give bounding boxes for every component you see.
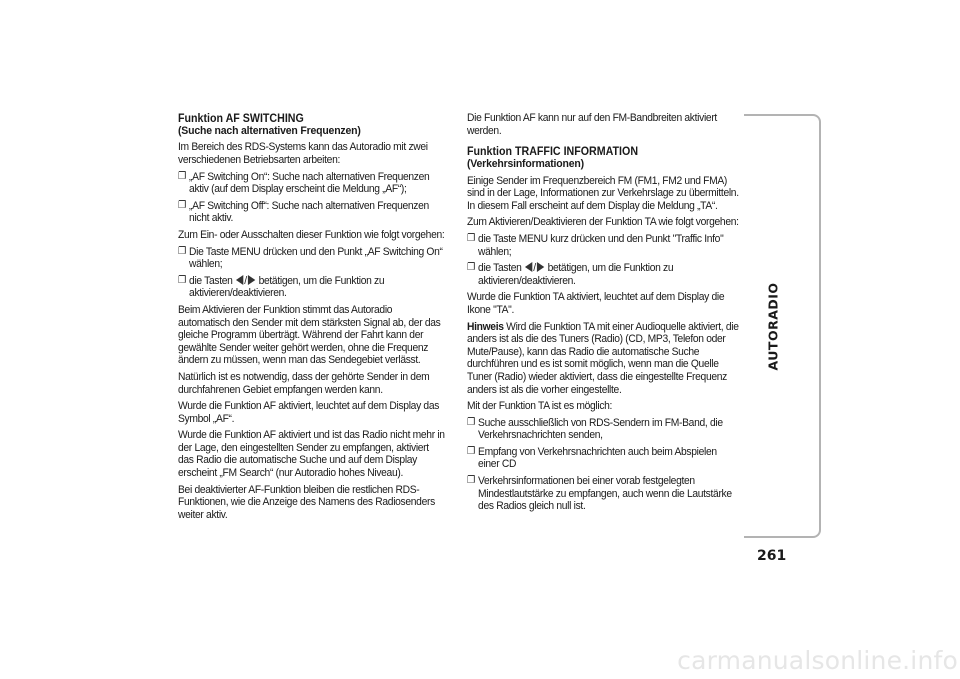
watermark: carmanualsonline.info	[677, 646, 958, 675]
checkbox-bullet-icon: ❐	[467, 232, 475, 244]
af-paragraph: Beim Aktivieren der Funktion stimmt das Autoradio automatisch den Sender mit dem stärksten Signal ab, der das gleiche Programm überträgt. Während der Fahrt kann der gewählte Sender weiter gehört werden, ohne die Frequenz ändern zu müssen, wenn man das Sendegebiet verlässt.	[178, 303, 441, 367]
ta-paragraph: Wurde die Funktion TA aktiviert, leuchtet auf dem Display die Ikone "TA".	[467, 291, 725, 316]
note-text: Wird die Funktion TA mit einer Audioquelle aktiviert, die anders ist als die des Tuners (Radio) (CD, MP3, Telefon oder Mute/Pause), kann das Radio die automatische Suche durchführen und es ist somit möglich, wenn man die Quelle Tuner (Radio) wieder aktiviert, dass die eingestellte Frequenz anders ist als die vorher eingestellte.	[467, 320, 739, 396]
checkbox-bullet-icon: ❐	[178, 199, 186, 211]
right-column	[467, 112, 739, 517]
section-heading-af: Funktion AF SWITCHING	[178, 112, 304, 125]
list-item: ❐ Empfang von Verkehrsnachrichten auch beim Abspielen einer CD	[467, 445, 717, 471]
arrow-right-icon	[537, 262, 544, 272]
checkbox-bullet-icon: ❐	[178, 245, 186, 257]
list-item: ❐ Verkehrsinformationen bei einer vorab festgelegten Mindestlautstärke zu empfangen, auch wenn die Lautstärke des Radios gleich null ist.	[467, 475, 732, 513]
af-intro: Im Bereich des RDS-Systems kann das Autoradio mit zwei verschiedenen Betriebsarten arbeiten:	[178, 141, 428, 166]
checkbox-bullet-icon: ❐	[467, 475, 475, 487]
list-item: ❐ die Tasten / betätigen, um die Funktion zu aktivieren/deaktivieren.	[178, 274, 385, 300]
section-subheading-ta: (Verkehrsinformationen)	[467, 158, 584, 171]
ta-possible: Mit der Funktion TA ist es möglich:	[467, 400, 613, 413]
checkbox-bullet-icon: ❐	[467, 445, 475, 457]
chapter-tab-label: AUTORADIO	[765, 281, 781, 371]
af-paragraph: Bei deaktivierter AF-Funktion bleiben die restlichen RDS-Funktionen, wie die Anzeige des Namens des Radiosenders weiter aktiv.	[178, 483, 435, 521]
checkbox-bullet-icon: ❐	[467, 416, 475, 428]
list-item: ❐ die Taste MENU kurz drücken und den Punkt "Traffic Info" wählen;	[467, 232, 724, 258]
arrow-left-icon	[236, 275, 243, 285]
af-fm-note: Die Funktion AF kann nur auf den FM-Bandbreiten aktiviert werden.	[467, 112, 717, 137]
af-paragraph: Natürlich ist es notwendig, dass der gehörte Sender in dem durchfahrenen Gebiet empfangen werden kann.	[178, 370, 430, 396]
arrow-right-icon	[248, 275, 255, 285]
list-item: ❐ „AF Switching On“: Suche nach alternativen Frequenzen aktiv (auf dem Display erscheint die Meldung „AF“);	[178, 170, 430, 196]
section-subheading-af: (Suche nach alternativen Frequenzen)	[178, 125, 361, 137]
list-item: ❐ „AF Switching Off“: Suche nach alternativen Frequenzen nicht aktiv.	[178, 199, 429, 225]
list-item: ❐ Suche ausschließlich von RDS-Sendern im FM-Band, die Verkehrsnachrichten senden,	[467, 416, 723, 442]
list-item: ❐ Die Taste MENU drücken und den Punkt „AF Switching On“ wählen;	[178, 245, 443, 271]
list-item: ❐ die Tasten / betätigen, um die Funktion zu aktivieren/deaktivieren.	[467, 262, 674, 287]
checkbox-bullet-icon: ❐	[178, 170, 186, 182]
ta-paragraph: Einige Sender im Frequenzbereich FM (FM1, FM2 und FMA) sind in der Lage, Informationen zur Verkehrslage zu übermitteln. In diesem Fall erscheint auf dem Display die Meldung „TA“.	[467, 174, 739, 212]
checkbox-bullet-icon: ❐	[467, 262, 475, 274]
ta-howto: Zum Aktivieren/Deaktivieren der Funktion TA wie folgt vorgehen:	[467, 216, 739, 229]
note-paragraph	[467, 321, 739, 397]
af-howto: Zum Ein- oder Ausschalten dieser Funktion wie folgt vorgehen:	[178, 228, 445, 241]
section-heading-ta: Funktion TRAFFIC INFORMATION	[467, 145, 639, 159]
page-number: 261	[757, 548, 787, 564]
left-column	[178, 112, 447, 525]
arrow-left-icon	[525, 262, 532, 272]
note-label: Hinweis	[467, 320, 504, 333]
af-paragraph: Wurde die Funktion AF aktiviert, leuchtet auf dem Display das Symbol „AF“.	[178, 400, 440, 425]
af-paragraph: Wurde die Funktion AF aktiviert und ist das Radio nicht mehr in der Lage, den eingestellten Sender zu empfangen, aktiviert das Radio die automatische Suche und auf dem Display erscheint „FM Search“ (nur Autoradio hohes Niveau).	[178, 429, 445, 480]
checkbox-bullet-icon: ❐	[178, 274, 186, 286]
